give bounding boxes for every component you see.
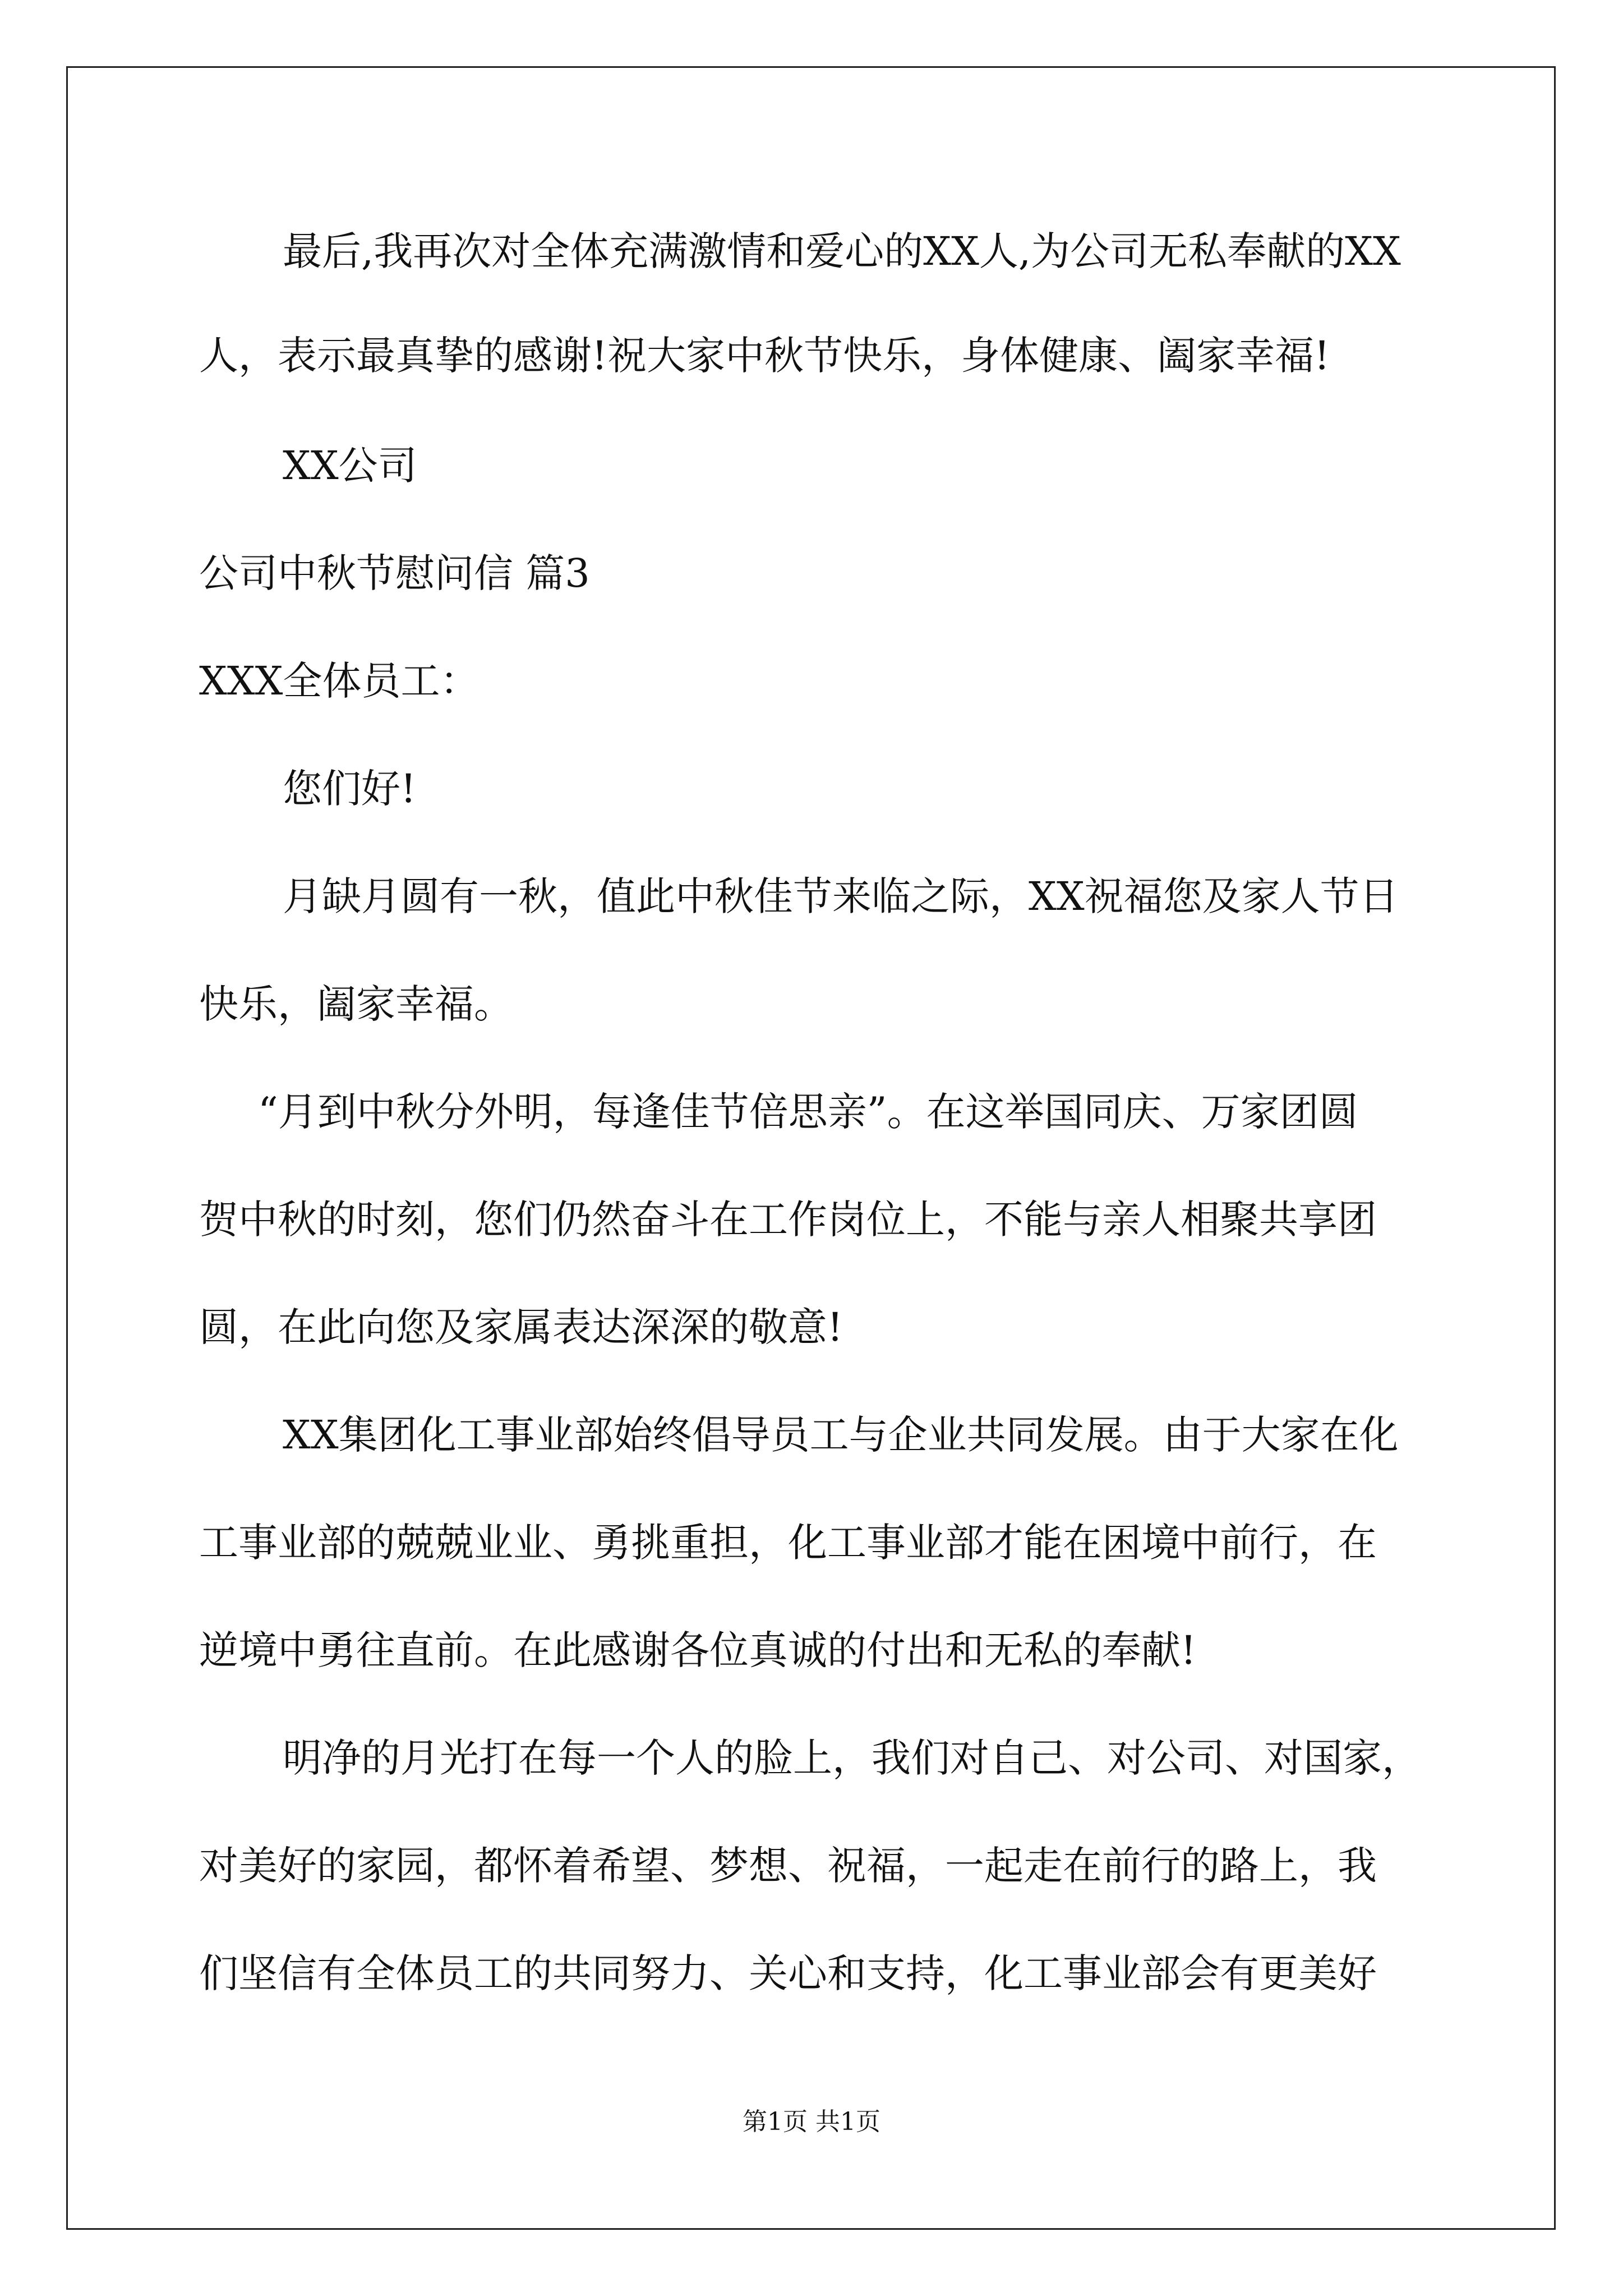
signature-company: XX公司 [283,443,417,489]
text-line: 贺中秋的时刻，您们仍然奋斗在工作岗位上，不能与亲人相聚共享团 [199,1197,1377,1243]
text-line: 工事业部的兢兢业业、勇挑重担，化工事业部才能在困境中前行，在 [199,1520,1377,1566]
text-line: XX集团化工事业部始终倡导员工与企业共同发展。由于大家在化 [283,1412,1399,1458]
text-line: 圆，在此向您及家属表达深深的敬意! [199,1304,843,1350]
text-line: 逆境中勇往直前。在此感谢各位真诚的付出和无私的奉献! [199,1627,1197,1673]
text-line: 对美好的家园，都怀着希望、梦想、祝福，一起走在前行的路上，我 [199,1843,1377,1889]
text-line: 最后,我再次对全体充满激情和爱心的XX人,为公司无私奉献的XX [283,228,1401,274]
greeting: 您们好! [283,766,417,812]
salutation: XXX全体员工： [199,658,479,704]
page-footer: 第1页 共1页 [743,2108,880,2136]
page-border [66,66,1556,2230]
text-line: 快乐，阖家幸福。 [199,981,513,1027]
text-line: 月缺月圆有一秋，值此中秋佳节来临之际，XX祝福您及家人节日 [283,873,1399,919]
text-line: 们坚信有全体员工的共同努力、关心和支持，化工事业部会有更美好 [199,1950,1377,1996]
text-line: “月到中秋分外明，每逢佳节倍思亲”。在这举国同庆、万家团圆 [258,1089,1358,1135]
text-line: 明净的月光打在每一个人的脸上，我们对自己、对公司、对国家， [283,1735,1421,1781]
section-heading: 公司中秋节慰问信 篇3 [199,550,590,596]
text-line: 人，表示最真挚的感谢!祝大家中秋节快乐，身体健康、阖家幸福! [199,333,1330,379]
